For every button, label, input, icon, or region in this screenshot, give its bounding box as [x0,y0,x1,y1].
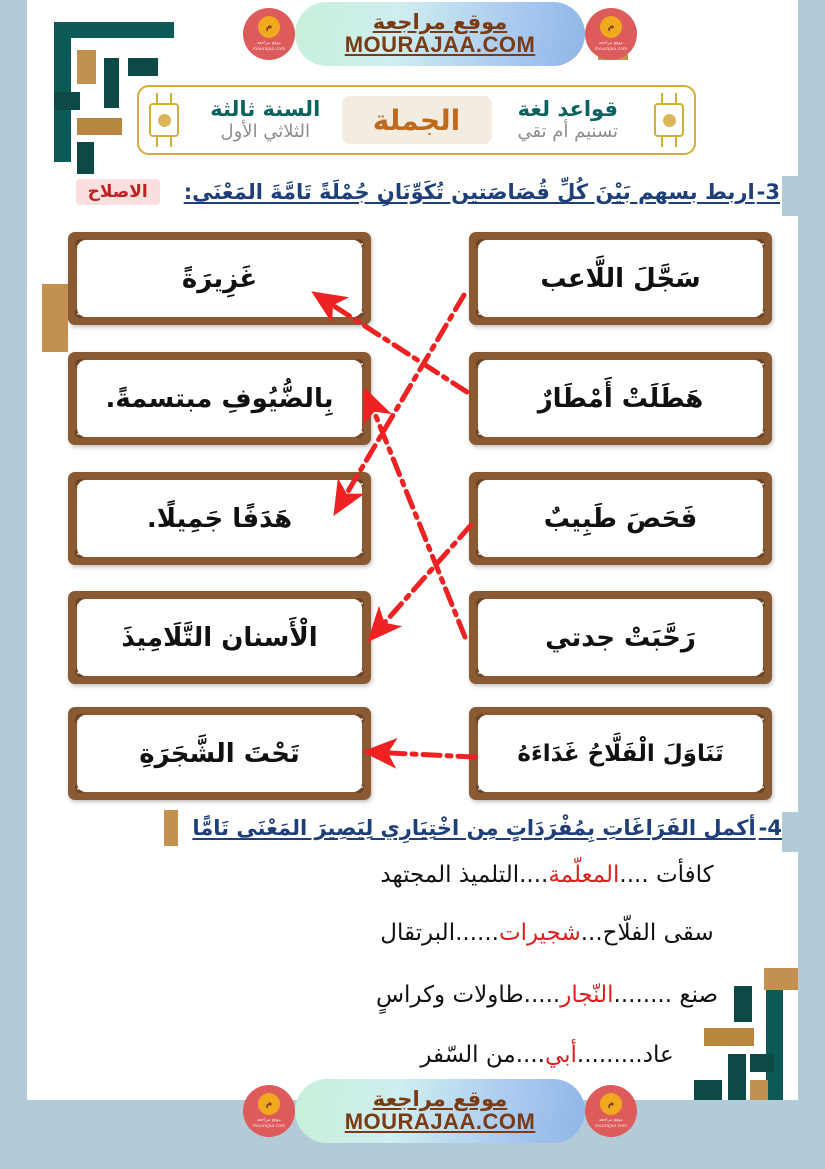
mourajaa-logo-icon [243,8,295,60]
plaque-text: فَحَصَ طَبِيبٌ [543,503,698,534]
logo-mark: م [258,1093,280,1115]
watermark-url: MOURAJAA.COM [344,32,536,58]
watermark-arabic: موقع مراجعة [372,1087,508,1112]
correction-badge: الاصلاح [76,179,160,205]
logo-mark: م [600,1093,622,1115]
mourajaa-logo-icon [585,1085,637,1137]
side-decoration-right [782,176,798,216]
plaque-text: تَحْتَ الشَّجَرَةِ [139,738,300,769]
side-decoration-right-2 [782,812,798,852]
teacher-label: تسنيم أم تقي [517,120,619,142]
term-label: الثلاثي الأول [220,120,310,142]
lesson-title-chip [342,96,492,144]
logo-caption: موقع مراجعة mourajaa.com [252,40,286,52]
fill-before: سقى الفلّاح... [580,920,714,946]
plaque-text: سَجَّلَ اللَّاعب [540,263,701,294]
worksheet-header-bar [137,85,696,155]
plaque-left-1[interactable] [68,232,371,325]
plaque-left-4[interactable] [68,591,371,684]
fill-after: ......البرتقال [380,920,499,946]
watermark-pill [295,1079,585,1143]
header-ornament-left [139,87,189,153]
plaque-right-3[interactable] [469,472,772,565]
plaque-left-3[interactable] [68,472,371,565]
watermark-top [226,0,654,72]
side-decoration-left [42,284,68,352]
fill-after: .....طاولات وكراسٍ [375,982,561,1008]
corner-decoration-bottom-right [682,968,798,1100]
logo-caption: موقع مراجعة mourajaa.com [252,1117,286,1129]
header-subject-block [492,98,645,142]
plaque-text: بِالضُّيُوفِ مبتسمةً. [105,383,334,414]
watermark-bottom [226,1073,654,1149]
exercise-3-number: 3- [756,180,780,204]
exercise-4-instruction: أكمل الفَرَاغَاتِ بِمُفْرَدَاتٍ مِن اخْتِيَارِي لِيَصِيرَ المَعْنَى تَامًّا [192,816,756,840]
level-label: السنة ثالثة [210,97,321,122]
header-level-block [189,98,342,142]
logo-caption: موقع مراجعة mourajaa.com [594,1117,628,1129]
lesson-title: الجملة [372,103,461,137]
logo-caption: موقع مراجعة mourajaa.com [594,40,628,52]
fill-after: ....من السّفر [420,1042,545,1068]
subject-label: قواعد لغة [517,97,618,122]
watermark-url: MOURAJAA.COM [344,1109,536,1135]
plaque-right-4[interactable] [469,591,772,684]
watermark-pill [295,2,585,66]
fill-line-1 [332,862,762,888]
worksheet-page [27,0,798,1135]
plaque-right-1[interactable] [469,232,772,325]
plaque-text: الْأَسنان التَّلَامِيذَ [121,622,318,653]
logo-mark: م [258,16,280,38]
fill-line-2 [332,920,762,946]
plaque-text: هَطَلَتْ أَمْطَارٌ [537,383,704,414]
fill-answer: أبي [544,1042,577,1068]
plaque-right-5[interactable] [469,707,772,800]
fill-before: صنع ........ [613,982,719,1008]
plaque-left-2[interactable] [68,352,371,445]
fill-after: ....التلميذ المجتهد [380,862,549,888]
exercise-3-instruction: اربط بسهم بَيْنَ كُلِّ قُصَاصَتين تُكَوِّنَانِ جُمْلَةً تَامَّةَ المَعْنَى: [183,180,755,204]
plaque-left-5[interactable] [68,707,371,800]
fill-before: كافأت .... [619,862,714,888]
exercise-4-marker [164,810,178,846]
mourajaa-logo-icon [243,1085,295,1137]
plaque-text: غَزِيرَةً [181,263,258,294]
fill-before: عاد......... [576,1042,674,1068]
plaque-text: هَدَفًا جَمِيلًا. [146,503,293,534]
fill-answer: شجيرات [498,920,581,946]
exercise-4-number: 4- [758,816,782,840]
watermark-arabic: موقع مراجعة [372,10,508,35]
header-ornament-right [644,87,694,153]
fill-answer: النّجار [560,982,614,1008]
plaque-text: رَحَّبَتْ جدتي [545,622,696,653]
logo-mark: م [600,16,622,38]
corner-decoration-top-right [598,32,628,60]
exercise-3-heading [80,175,780,209]
plaque-right-2[interactable] [469,352,772,445]
plaque-text: تَنَاوَلَ الْفَلَّاحُ غَدَاءَهُ [517,740,724,767]
exercise-4-heading [182,812,782,844]
fill-answer: المعلّمة [548,862,620,888]
